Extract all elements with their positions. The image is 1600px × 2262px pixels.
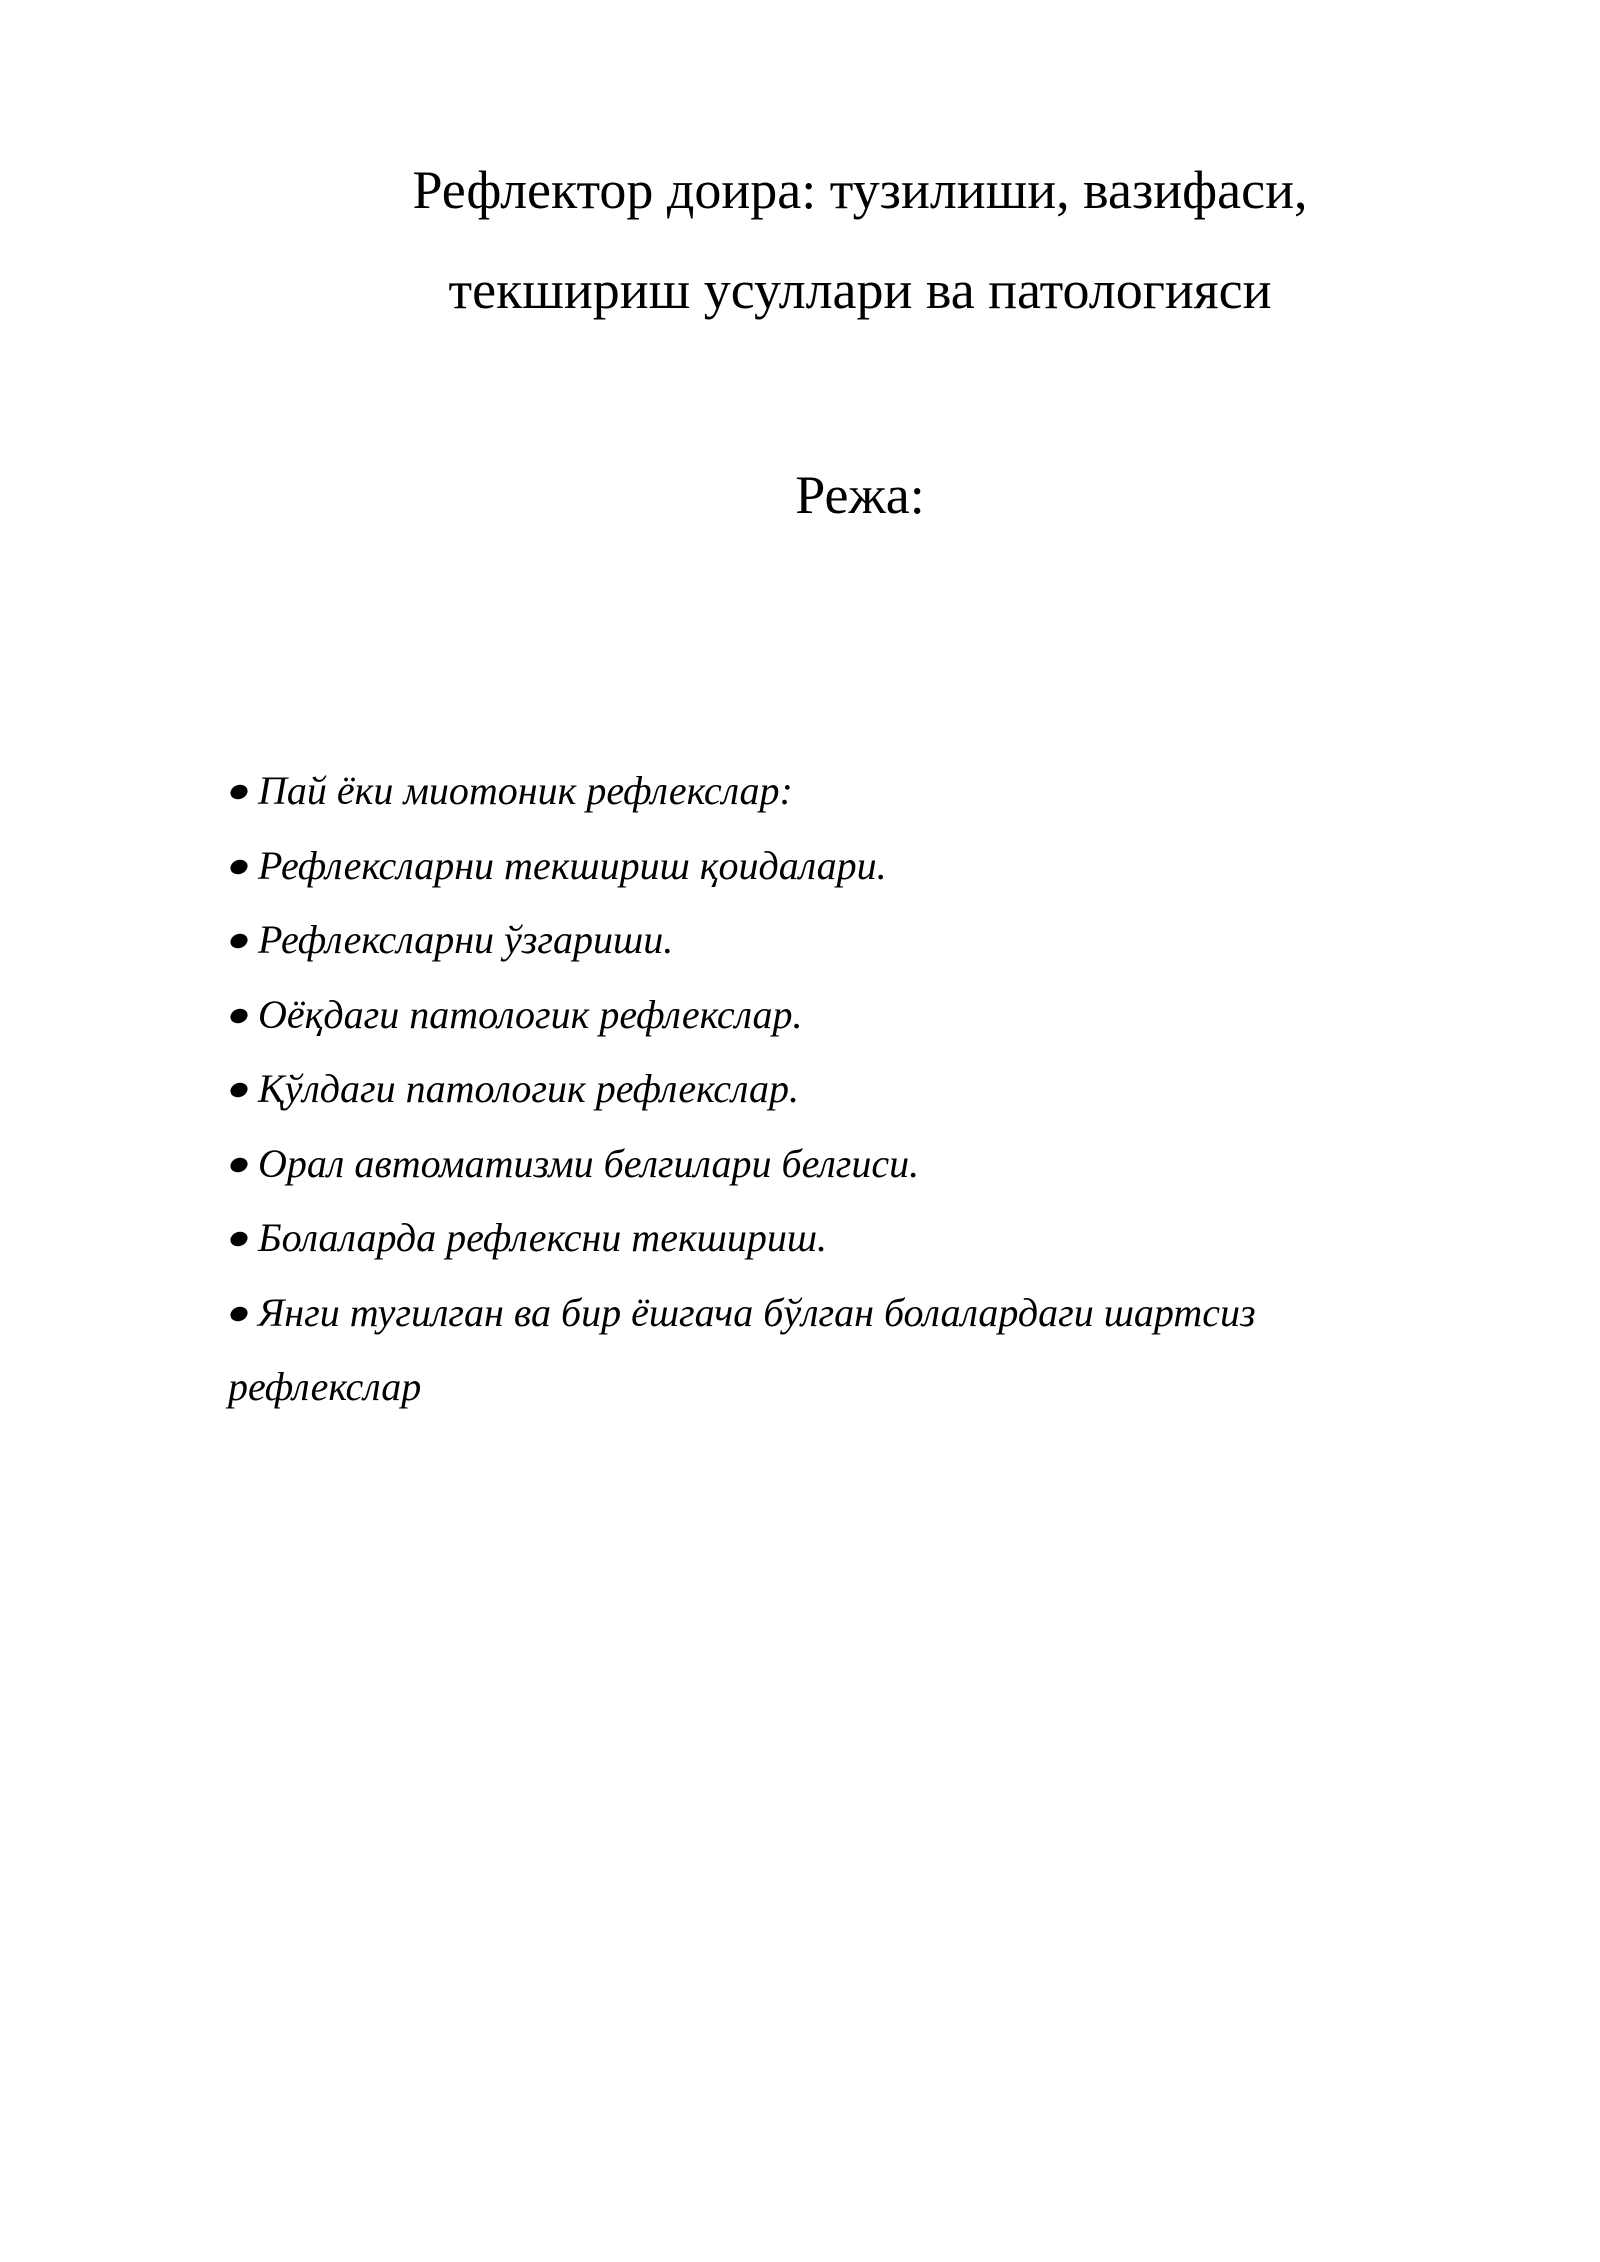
plan-item-text: Янги тугилган ва бир ёшгача бўлган болалардаги шартсиз рефлекслар	[228, 1289, 1256, 1409]
plan-list	[228, 754, 1388, 1425]
bullet-icon	[228, 1304, 249, 1323]
plan-item	[228, 978, 1388, 1053]
plan-item-text: Оёқдаги патологик рефлекслар.	[258, 991, 803, 1037]
plan-item	[228, 1052, 1388, 1127]
plan-heading: Режа:	[795, 465, 925, 525]
plan-item	[228, 903, 1388, 978]
plan-item	[228, 1127, 1388, 1202]
bullet-icon	[228, 1081, 249, 1100]
plan-item-text: Рефлексларни ўзгариши.	[258, 917, 674, 962]
bullet-icon	[228, 1230, 249, 1249]
document-title-line-1: Рефлектор доира: тузилиши, вазифаси,	[412, 160, 1308, 220]
plan-item	[228, 1276, 1388, 1425]
plan-item	[228, 754, 1388, 829]
plan-item-text: Пай ёки миотоник рефлекслар:	[258, 768, 793, 813]
plan-item-text: Қўлдаги патологик рефлекслар.	[258, 1066, 799, 1111]
bullet-icon	[228, 857, 249, 876]
plan-item-text: Болаларда рефлексни текшириш.	[258, 1215, 828, 1260]
plan-item-text: Орал автоматизми белгилари белгиси.	[258, 1140, 920, 1186]
bullet-icon	[228, 1155, 249, 1174]
plan-item	[228, 1201, 1388, 1276]
document-title-line-2: текшириш усуллари ва патологияси	[448, 260, 1272, 320]
bullet-icon	[228, 1006, 249, 1025]
bullet-icon	[228, 783, 249, 802]
plan-item-text: Рефлексларни текшириш қоидалари.	[258, 842, 887, 888]
bullet-icon	[228, 932, 249, 951]
plan-item	[228, 829, 1388, 904]
